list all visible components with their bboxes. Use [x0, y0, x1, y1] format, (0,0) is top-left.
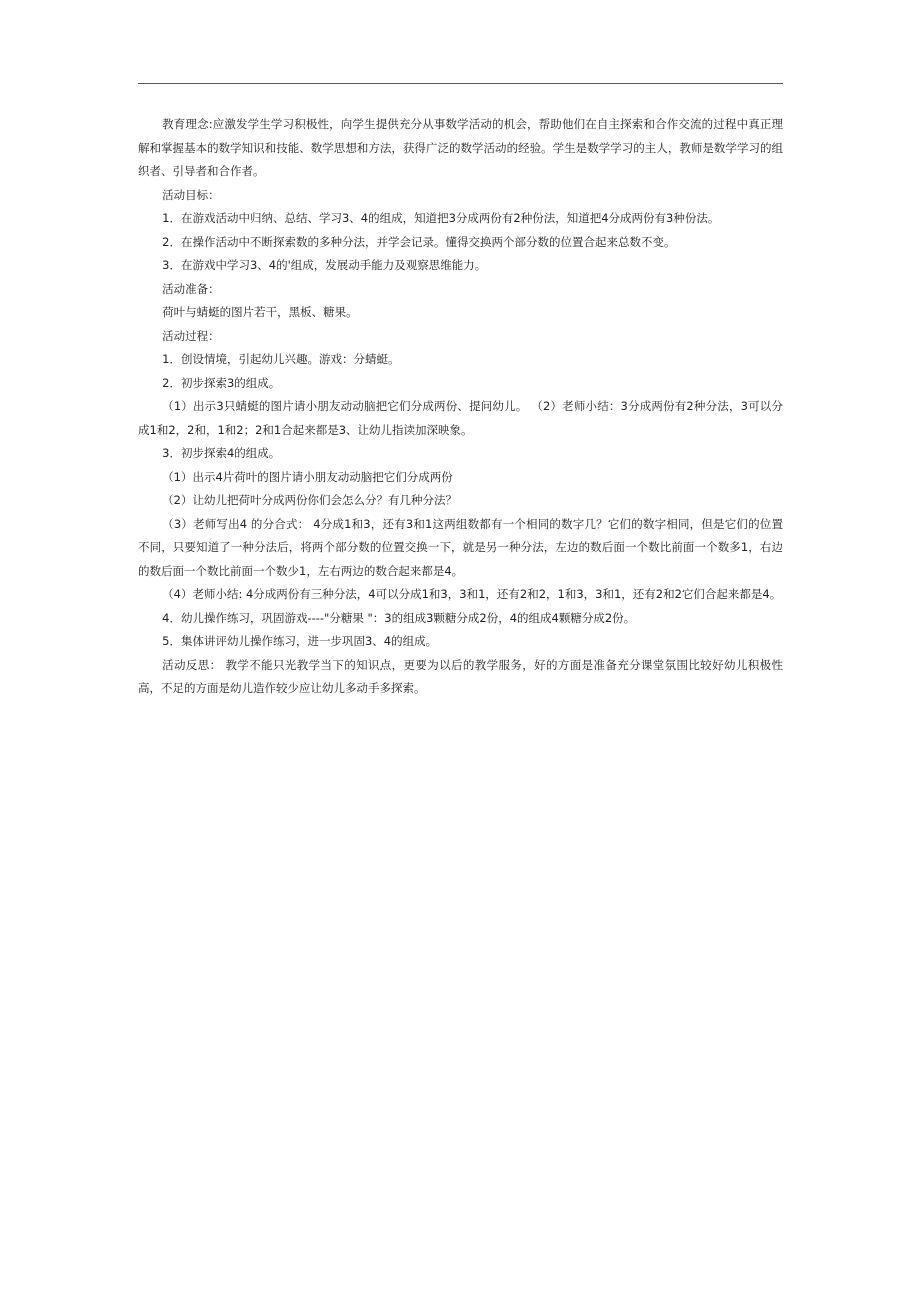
document-body	[138, 113, 783, 701]
process-step-2-detail: （1）出示3只蜻蜓的图片请小朋友动动脑把它们分成两份、提问幼儿。 （2）老师小结：3分成两份有2种分法，3可以分成1和2，2和，1和2；2和1合起来都是3、让幼儿指读加深映象。	[138, 399, 783, 437]
heading-activity-goals: 活动目标：	[162, 187, 220, 202]
paragraph-teaching-philosophy: 教育理念:应激发学生学习积极性，向学生提供充分从事数学活动的机会，帮助他们在自主探索和合作交流的过程中真正理解和掌握基本的数学知识和技能、数学思想和方法，获得广泛的数学活动的经验。学生是数学学习的主人，教师是数学学习的组织者、引导者和合作者。	[138, 117, 783, 178]
process-step-3-sub-1: （1）出示4片荷叶的图片请小朋友动动脑把它们分成两份	[162, 469, 453, 484]
goal-item-1: 1．在游戏活动中归纳、总结、学习3、4的组成，知道把3分成两份有2种份法，知道把4分成两份有3种份法。	[162, 211, 720, 225]
process-step-4: 4．幼儿操作练习，巩固游戏----"分糖果 "：3的组成3颗糖分成2份，4的组成4颗糖分成2份。	[162, 610, 636, 625]
paragraph-reflection: 活动反思： 教学不能只光教学当下的知识点，更要为以后的教学服务，好的方面是准备充分课堂氛围比较好幼儿积极性高，不足的方面是幼儿造作较少应让幼儿多动手多探索。	[138, 657, 783, 695]
process-step-2: 2．初步探索3的组成。	[162, 375, 281, 390]
process-step-3-sub-3: （3）老师写出4 的分合式： 4分成1和3，还有3和1这两组数都有一个相同的数字几？它们的数字相同，但是它们的位置不同，只要知道了一种分法后，将两个部分数的位置交换一下，就是另一种分法，左边的数后面一个数比前面一个数多1，右边的数后面一个数比前面一个数少1，左右两边的数合起来都是4。	[138, 516, 783, 578]
process-step-3-sub-4: （4）老师小结: 4分成两份有三种分法，4可以分成1和3，3和1，还有2和2，1和3，3和1，还有2和2它们合起来都是4。	[162, 587, 782, 601]
heading-activity-preparation: 活动准备：	[162, 281, 220, 296]
process-step-3-sub-2: （2）让幼儿把荷叶分成两份你们会怎么分？有几种分法？	[162, 493, 457, 507]
goal-item-2: 2．在操作活动中不断探索数的多种分法，并学会记录。懂得交换两个部分数的位置合起来总数不变。	[162, 234, 676, 249]
process-step-1: 1．创设情境，引起幼儿兴趣。游戏：分蜻蜓。	[162, 352, 400, 366]
process-step-3: 3．初步探索4的组成。	[162, 446, 281, 460]
heading-activity-process: 活动过程：	[162, 328, 220, 343]
goal-item-3: 3．在游戏中学习3、4的'组成，发展动手能力及观察思维能力。	[162, 258, 487, 272]
preparation-text: 荷叶与蜻蜓的图片若干，黑板、糖果。	[162, 305, 358, 319]
header-rule	[138, 83, 783, 84]
process-step-5: 5．集体讲评幼儿操作练习，进一步巩固3、4的组成。	[162, 634, 438, 648]
